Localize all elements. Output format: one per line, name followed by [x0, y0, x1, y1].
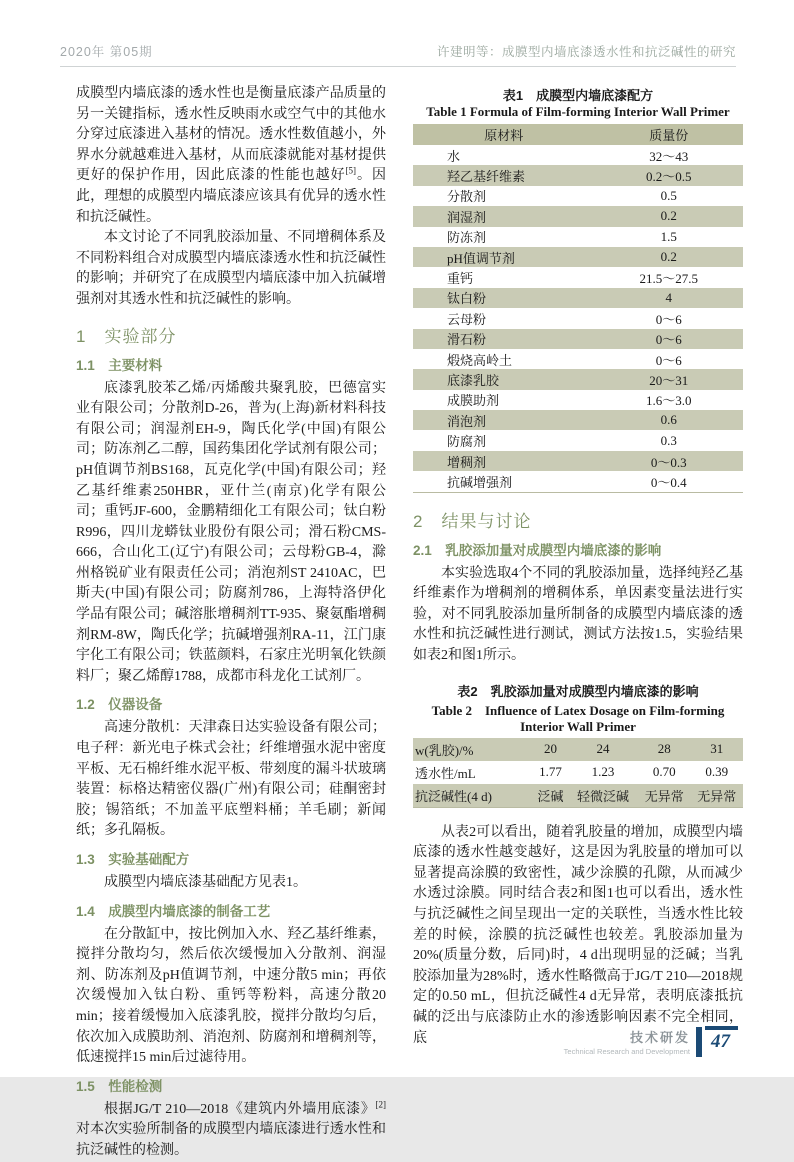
page-footer	[564, 1026, 738, 1057]
table2-cell-value: 0.39	[705, 764, 729, 780]
footer-section-en: Technical Research and Development	[563, 1047, 690, 1056]
intro-paragraph-1	[76, 84, 386, 228]
table1-row	[413, 369, 743, 389]
table1-cell-material: 羟乙基纤维素	[447, 169, 526, 185]
table1-head	[413, 124, 743, 145]
table1-row	[413, 349, 743, 369]
table1-cell-amount: 1.6～3.0	[645, 393, 692, 409]
table1-row	[413, 471, 743, 492]
table1-cell-material: 润湿剂	[447, 209, 487, 225]
table1-col-amount: 质量份	[595, 124, 744, 145]
table1-cell-amount: 0.2	[660, 208, 677, 224]
table2-cell-value: 轻微泛碱	[576, 788, 629, 804]
table1-cell-material: 重钙	[447, 271, 474, 287]
table2-cell-value: 1.23	[591, 764, 615, 780]
section-1-1-heading: 1.1 主要材料	[76, 357, 163, 373]
intro-1-text: 成膜型内墙底漆的透水性也是衡量底漆产品质量的另一关键指标，透水性反映雨水或空气中的其他水分穿过底漆进入基材的情况。透水性数值越小，外界水分就越难进入基材，从而底漆就能对基材提供更好的保护作用，因此底漆的性能也越好	[76, 86, 386, 184]
equipment-paragraph: 高速分散机：天津森日达实验设备有限公司；电子秤：新光电子株式会社；纤维增强水泥中密度平板、无石棉纤维水泥平板、带刻度的漏斗状玻璃装置：标格达精密仪器(广州)有限公司；硅酮密封胶；锡箔纸；不加盖平底塑料桶；羊毛刷；新闻纸；多孔隔板。	[76, 720, 386, 839]
results-intro-paragraph: 本实验选取4个不同的乳胶添加量，选择纯羟乙基纤维素作为增稠剂的增稠体系，单因素变量法进行实验，对不同乳胶添加量所制备的成膜型内墙底漆的透水性和抗泛碱性进行测试，测试方法按1.5，实验结果如表2和图1所示。	[413, 565, 743, 664]
materials-paragraph: 底漆乳胶苯乙烯/丙烯酸共聚乳胶，巴德富实业有限公司；分散剂D-26，普为(上海)新材料科技有限公司；润湿剂EH-9，陶氏化学(中国)有限公司；防冻剂乙二醇，国药集团化学试剂有限公司；pH值调节剂BS168，瓦克化学(中国)有限公司；羟乙基纤维素250HBR，亚什兰(南京)化学有限公司；重钙JF-600，金鹏精细化工有限公司；钛白粉R996，四川龙蟒钛业股份有限公司；滑石粉CMS-666，合山化工(辽宁)有限公司；云母粉GB-4，滁州格锐矿业有限责任公司；消泡剂ST 2410AC，巴斯夫(中国)有限公司；防腐剂786，上海特洛伊化学品有限公司；碱溶胀增稠剂TT-935、聚氨酯增稠剂RM-8W，陶氏化学；抗碱增强剂RA-11，江门康宇化工有限公司；铁蓝颜料，石家庄光明氧化铁颜料厂；聚乙烯醇1788，成都市科龙化工试剂厂。	[76, 380, 386, 684]
table2-cell-value: 24	[596, 741, 610, 757]
right-column	[413, 84, 743, 1162]
table1-cell-amount: 0～0.4	[650, 474, 687, 490]
table1-cell-amount: 20～31	[649, 372, 689, 388]
table1-cell-amount: 0.2	[660, 249, 677, 265]
running-title: 许建明等：成膜型内墙底漆透水性和抗泛碱性的研究	[436, 45, 736, 59]
table2-cell-value: 0.70	[652, 764, 676, 780]
journal-issue: 2020年 第05期	[60, 45, 153, 59]
table1-row	[413, 329, 743, 349]
table1-caption	[413, 85, 743, 120]
intro-1-tail: 。因此，理想的成膜型内墙底漆应该具有优异的透水性和抗泛碱性。	[76, 168, 387, 225]
section-1-2-heading: 1.2 仪器设备	[76, 697, 163, 713]
table1-cell-material: 防腐剂	[447, 434, 487, 450]
table2-cell-value: 无异常	[697, 788, 737, 804]
testing-text: 根据JG/T 210—2018《建筑内外墙用底漆》	[104, 1101, 376, 1117]
table1-cell-amount: 0～6	[655, 311, 682, 327]
table1-cell-material: 滑石粉	[447, 332, 487, 348]
table2-cell-value: 31	[710, 741, 724, 757]
left-column	[76, 84, 386, 1162]
table2-row-label: 抗泛碱性(4 d)	[415, 788, 492, 804]
table2-row	[413, 784, 743, 808]
testing-tail: 对本次实验所制备的成膜型内墙底漆进行透水性和抗泛碱性的检测。	[76, 1122, 386, 1158]
table1-cell-material: 增稠剂	[447, 454, 487, 470]
section-1-4-heading: 1.4 成膜型内墙底漆的制备工艺	[76, 903, 271, 919]
section-2-1-heading: 2.1 乳胶添加量对成膜型内墙底漆的影响	[413, 542, 662, 558]
table1-row	[413, 247, 743, 267]
table2-cell-value: 1.77	[539, 764, 562, 780]
table1-body	[413, 145, 743, 492]
discussion-paragraph: 从表2可以看出，随着乳胶量的增加，成膜型内墙底漆的透水性越变越好，这是因为乳胶量的增加可以显著提高涂膜的致密性，减少涂膜的孔隙，从而减少水透过涂膜。同时结合表2和图1也可以看出，透水性与抗泛碱性之间呈现出一定的关联性，当透水性比较差的时候，涂膜的抗泛碱性也较差。乳胶添加量为20%(质量分数，后同)时，4 d出现明显的泛碱；当乳胶添加量为28%时，透水性略微高于JG/T 210—2018规定的0.50 mL，但抗泛碱性4 d无异常，表明底漆抵抗碱的泛出与底漆防止水的渗透影响因素不完全相同，底	[413, 824, 743, 1046]
section-1-heading: 1 实验部分	[76, 326, 177, 346]
testing-paragraph	[76, 1100, 386, 1162]
citation-ref-5: [5]	[345, 165, 357, 176]
table1-row	[413, 451, 743, 471]
two-column-body	[76, 84, 743, 1162]
table1-col-material: 原材料	[413, 124, 595, 145]
table2-caption-en-line1: Table 2 Influence of Latex Dosage on Film-forming	[431, 702, 725, 718]
table1-header-row	[413, 124, 743, 145]
table2-row-label: 透水性/mL	[415, 765, 476, 781]
table1-cell-material: 抗碱增强剂	[447, 474, 513, 490]
table2-cell-value: 28	[657, 741, 671, 757]
table1-caption-zh: 表1 成膜型内墙底漆配方	[502, 88, 654, 103]
section-1-3-heading: 1.3 实验基础配方	[76, 852, 190, 867]
table1-cell-amount: 0.2～0.5	[645, 169, 692, 185]
footer-section-zh: 技术研发	[629, 1030, 690, 1045]
process-paragraph: 在分散缸中，按比例加入水、羟乙基纤维素，搅拌分散均匀，然后依次缓慢加入分散剂、润湿剂、防冻剂及pH值调节剂，中速分散5 min；再依次缓慢加入钛白粉、重钙等粉料，高速分散20 min；接着缓慢加入底漆乳胶，搅拌分散均匀后，依次加入成膜助剂、消泡剂、防腐剂和增稠剂等，低速搅拌15 min后过滤待用。	[76, 926, 386, 1066]
table1-cell-amount: 0～6	[655, 352, 682, 368]
table1-cell-amount: 4	[665, 289, 672, 305]
table1-row	[413, 227, 743, 247]
table2-row	[413, 738, 743, 761]
table1-cell-material: 云母粉	[447, 311, 487, 327]
table2-caption-zh: 表2 乳胶添加量对成膜型内墙底漆的影响	[457, 683, 699, 699]
citation-ref-2: [2]	[375, 1099, 386, 1110]
table1-cell-material: 水	[447, 148, 461, 164]
table1-cell-material: 防冻剂	[447, 230, 487, 246]
table1-row	[413, 308, 743, 328]
page-number: 47	[705, 1026, 738, 1057]
table2-body	[413, 738, 743, 808]
table1-cell-material: 煅烧高岭土	[447, 352, 513, 368]
table1-row	[413, 410, 743, 430]
table1-row	[413, 145, 743, 165]
table1-cell-amount: 0.6	[660, 412, 677, 428]
table1-row	[413, 267, 743, 287]
table1-row	[413, 186, 743, 206]
table1-cell-material: 分散剂	[447, 189, 487, 205]
table1-cell-amount: 32～43	[649, 148, 689, 164]
table2-caption-en-line2: Interior Wall Primer	[520, 718, 636, 734]
table1-cell-amount: 21.5～27.5	[639, 271, 698, 287]
intro-paragraph-2: 本文讨论了不同乳胶添加量、不同增稠体系及不同粉料组合对成膜型内墙底漆透水性和抗泛碱性的影响；并研究了在成膜型内墙底漆中加入抗碱增强剂对其透水性和抗泛碱性的影响。	[76, 230, 386, 307]
table1-row	[413, 430, 743, 450]
table2-row-label: w(乳胶)/%	[415, 742, 474, 758]
table2-caption	[413, 681, 743, 735]
page-header	[60, 42, 736, 67]
table1-row	[413, 288, 743, 308]
table1-formula	[413, 124, 743, 493]
footer-section-labels	[564, 1027, 690, 1056]
table2-latex-dosage	[413, 738, 743, 808]
table1-cell-material: 成膜助剂	[447, 393, 500, 409]
table2-row	[413, 761, 743, 784]
table1-cell-amount: 0.3	[660, 432, 677, 448]
table2-cell-value: 泛碱	[537, 788, 564, 804]
table1-caption-en: Table 1 Formula of Film-forming Interior Wall Primer	[426, 104, 730, 119]
table1-cell-material: 消泡剂	[447, 413, 487, 429]
table1-cell-amount: 0～6	[655, 332, 682, 348]
section-2-heading: 2 结果与讨论	[413, 511, 532, 531]
base-formula-paragraph: 成膜型内墙底漆基础配方见表1。	[104, 875, 307, 890]
table2-cell-value: 无异常	[644, 788, 684, 804]
table1-cell-amount: 0～0.3	[650, 454, 687, 470]
table2-cell-value: 20	[544, 741, 557, 757]
table1-row	[413, 165, 743, 185]
table1-cell-material: 钛白粉	[447, 291, 487, 307]
section-1-5-heading: 1.5 性能检测	[76, 1078, 163, 1094]
table1-cell-amount: 0.5	[660, 187, 677, 203]
table1-cell-material: pH值调节剂	[447, 250, 515, 266]
table1-row	[413, 390, 743, 410]
table1-cell-material: 底漆乳胶	[447, 372, 500, 388]
table1-cell-amount: 1.5	[660, 228, 677, 244]
pagenum-bar	[696, 1027, 702, 1057]
table1-row	[413, 206, 743, 226]
